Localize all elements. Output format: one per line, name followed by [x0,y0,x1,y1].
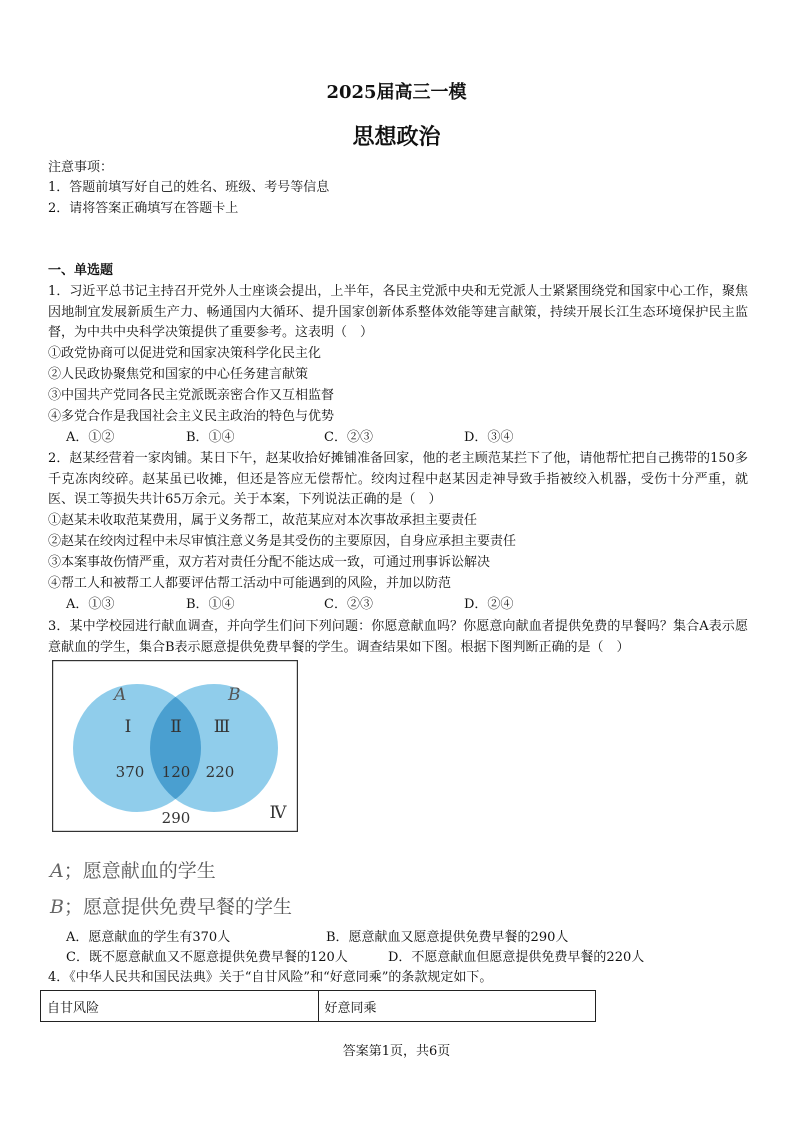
notice-item-1: 1．答题前填写好自己的姓名、班级、考号等信息 [48,180,330,195]
venn-diagram [52,660,298,832]
venn-value-3: 220 [205,763,235,781]
q3-option-d: D．不愿意献血但愿意提供免费早餐的220人 [388,950,645,965]
q4-stem: 4．《中华人民共和国民法典》关于“自甘风险”和“好意同乘”的条款规定如下。 [48,970,493,985]
venn-region-4: Ⅳ [269,803,287,823]
q3-option-b: B．愿意献血又愿意提供免费早餐的290人 [326,930,569,945]
q3-option-a: A．愿意献血的学生有370人 [66,930,231,945]
legend-a-text: 愿意献血的学生 [82,860,216,882]
q1-statement-4: ④多党合作是我国社会主义民主政治的特色与优势 [48,409,335,424]
law-table [40,990,596,1022]
q3-option-c: C．既不愿意献血又不愿意提供免费早餐的120人 [66,950,348,965]
legend-b [50,892,292,919]
page-footer: 答案第1页，共6页 [342,1044,451,1059]
q1-statement-3: ③中国共产党同各民主党派既亲密合作又互相监督 [48,388,335,403]
venn-region-3: Ⅲ [213,717,231,737]
q2-statement-2: ②赵某在绞肉过程中未尽审慎注意义务是其受伤的主要原因，自身应承担主要责任 [48,534,517,549]
q2-option-c: C．②③ [324,597,373,612]
q3-stem: 3．某中学校园进行献血调查，并向学生们问下列问题：你愿意献血吗？你愿意向献血者提供免费的早餐吗？集合A表示愿意献血的学生，集合B表示愿意提供免费早餐的学生。调查结果如下图。根据下图判断正确的是（ ） [48,619,748,655]
legend-b-key: B [50,896,64,918]
venn-label-b: B [228,685,241,705]
legend-b-text: 愿意提供免费早餐的学生 [82,896,292,918]
q2-option-a: A．①③ [66,597,115,612]
table-row [41,991,596,1022]
table-header-self-risk: 自甘风险 [41,991,319,1022]
section-heading: 一、单选题 [48,263,114,278]
q1-statement-1: ①政党协商可以促进党和国家决策科学化民主化 [48,346,322,361]
venn-value-1: 370 [115,763,145,781]
exam-title: 2025届高三一模 [326,82,467,103]
venn-region-1: Ⅰ [124,717,132,737]
venn-value-2: 120 [161,763,191,781]
q1-option-b: B．①④ [186,430,235,445]
q2-option-d: D．②④ [464,597,514,612]
q2-statement-1: ①赵某未收取范某费用，属于义务帮工，故范某应对本次事故承担主要责任 [48,513,478,528]
q1-option-a: A．①② [66,430,115,445]
notice-item-2: 2．请将答案正确填写在答题卡上 [48,201,239,216]
notice-heading: 注意事项： [48,160,114,175]
venn-value-4: 290 [161,809,191,827]
venn-label-a: A [114,685,127,705]
legend-b-sep: ； [63,896,83,918]
q1-stem: 1．习近平总书记主持召开党外人士座谈会提出，上半年，各民主党派中央和无党派人士紧紧围绕党和国家中心工作，聚焦因地制宜发展新质生产力、畅通国内大循环、提升国家创新体系整体效能等建言献策，持续开展长江生态环境保护民主监督，为中共中央科学决策提供了重要参考。这表明（ ） [48,284,748,340]
q2-statement-3: ③本案事故伤情严重，双方若对责任分配不能达成一致，可通过刑事诉讼解决 [48,555,491,570]
table-header-goodwill-ride: 好意同乘 [318,991,596,1022]
legend-a-key: A [50,860,64,882]
q1-option-c: C．②③ [324,430,373,445]
venn-region-2: Ⅱ [170,717,182,737]
q2-option-b: B．①④ [186,597,235,612]
legend-a-sep: ； [63,860,83,882]
q1-option-d: D．③④ [464,430,514,445]
subject-title: 思想政治 [352,124,441,150]
q2-stem: 2．赵某经营着一家肉铺。某日下午，赵某收拾好摊铺准备回家，他的老主顾范某拦下了他，请他帮忙把自己携带的150多千克冻肉绞碎。赵某虽已收摊，但还是答应无偿帮忙。绞肉过程中赵某因走神导致手指被绞入机器，受伤十分严重，就医、误工等损失共计65万余元。关于本案，下列说法正确的是（ ） [48,451,748,507]
q2-statement-4: ④帮工人和被帮工人都要评估帮工活动中可能遇到的风险，并加以防范 [48,576,452,591]
legend-a [50,856,216,883]
q1-statement-2: ②人民政协聚焦党和国家的中心任务建言献策 [48,367,309,382]
